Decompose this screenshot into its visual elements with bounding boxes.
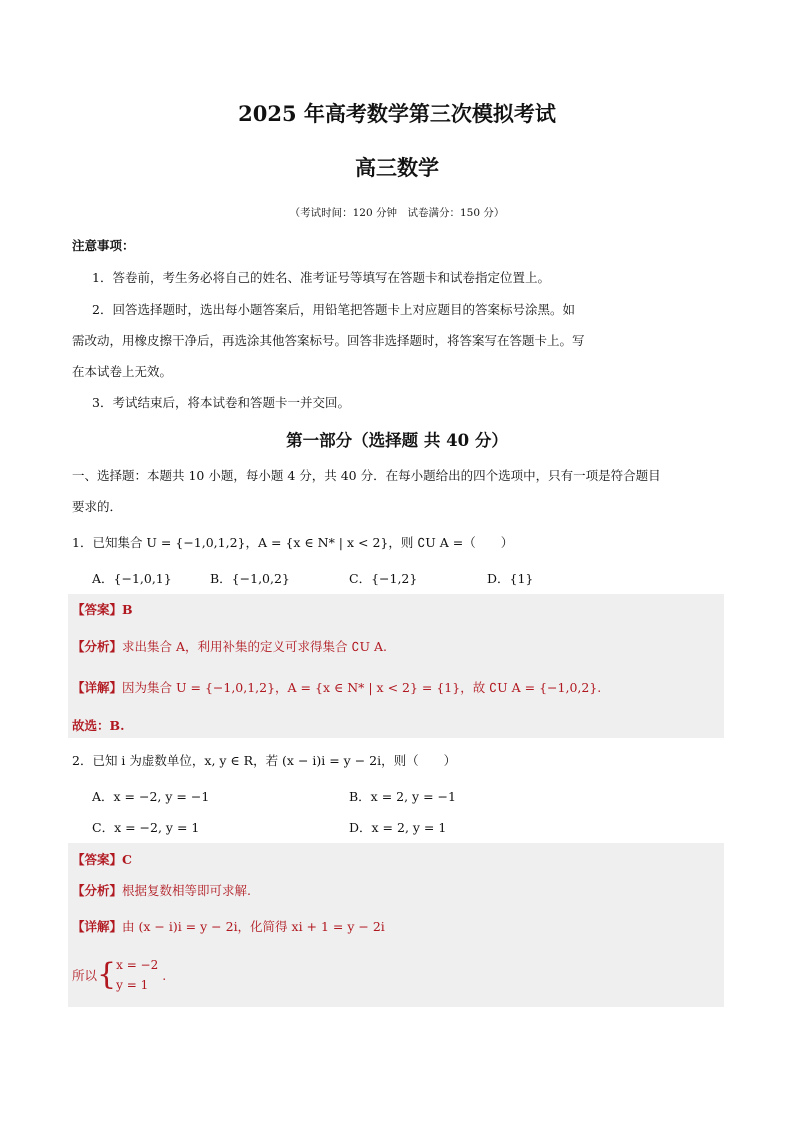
part1-heading: 第一部分（选择题 共 40 分） [286,431,508,450]
q1-answer-value: B [122,602,133,617]
q2-equation-end: . [162,967,167,983]
notice-line-2b: 需改动，用橡皮擦干净后，再选涂其他答案标号。回答非选择题时，将答案写在答题卡上。写 [72,333,585,348]
q1-stem: 1．已知集合 U = {−1,0,1,2}，A = {x ∈ N* | x < 2}，则 ∁U A =（ ） [72,535,514,550]
q2-equation-2: y = 1 [116,978,149,992]
q1-option-a: A．{−1,0,1} [92,571,172,586]
q1-option-c: C．{−1,2} [349,571,418,586]
q2-analysis [72,881,251,899]
q2-option-a: A．x = −2, y = −1 [92,789,210,804]
notice-line-1: 1．答卷前，考生务必将自己的姓名、准考证号等填写在答题卡和试卷指定位置上。 [92,270,550,285]
q2-analysis-text: 根据复数相等即可求解. [122,883,251,898]
q1-answer-label: 【答案】 [72,602,123,617]
part1-intro-2: 要求的． [72,499,123,514]
q1-answer [72,600,133,618]
q1-option-d: D．{1} [487,571,534,586]
q2-analysis-label: 【分析】 [72,883,123,898]
notice-line-2a: 2．回答选择题时，选出每小题答案后，用铅笔把答题卡上对应题目的答案标号涂黑。如 [92,302,575,317]
q2-option-c: C．x = −2, y = 1 [92,820,200,835]
q2-answer-label: 【答案】 [72,852,123,867]
q1-detail-text: 因为集合 U = {−1,0,1,2}，A = {x ∈ N* | x < 2} = {1}，故 ∁U A = {−1,0,2}. [122,680,602,695]
q2-detail [72,917,385,935]
q2-equation-system [116,955,158,995]
exam-title: 2025 年高考数学第三次模拟考试 [238,101,556,126]
q2-option-d: D．x = 2, y = 1 [349,820,447,835]
exam-meta: （考试时间：120 分钟 试卷满分：150 分） [289,207,505,219]
q1-detail [72,678,601,696]
notice-heading: 注意事项： [72,238,135,253]
q2-detail-label: 【详解】 [72,919,123,934]
q1-analysis-label: 【分析】 [72,639,123,654]
q1-conclusion: 故选：B. [72,718,125,733]
q2-detail-text: 由 (x − i)i = y − 2i，化简得 xi + 1 = y − 2i [122,919,385,934]
notice-line-3: 3．考试结束后，将本试卷和答题卡一并交回。 [92,395,350,410]
q1-analysis [72,637,387,655]
q2-equation-1: x = −2 [116,958,159,972]
part1-intro-1: 一、选择题：本题共 10 小题，每小题 4 分，共 40 分．在每小题给出的四个选项中，只有一项是符合题目 [72,468,661,483]
q2-so-label: 所以 [72,968,98,983]
q1-solution-panel [68,594,724,738]
exam-subtitle: 高三数学 [355,155,439,180]
q1-option-b: B．{−1,0,2} [210,571,290,586]
q2-answer-value: C [122,852,132,867]
q1-analysis-text: 求出集合 A，利用补集的定义可求得集合 ∁U A. [122,639,387,654]
q2-stem: 2．已知 i 为虚数单位，x, y ∈ R，若 (x − i)i = y − 2i，则（ ） [72,753,457,768]
q2-option-b: B．x = 2, y = −1 [349,789,456,804]
q1-detail-label: 【详解】 [72,680,123,695]
q2-answer [72,850,132,868]
left-brace-icon: { [97,957,117,992]
notice-line-2c: 在本试卷上无效。 [72,364,173,379]
q2-system [72,955,166,995]
